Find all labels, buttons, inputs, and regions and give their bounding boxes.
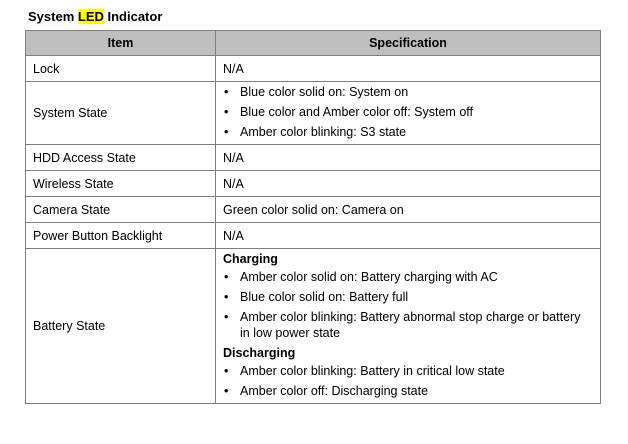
item-system-state: System State <box>26 82 216 145</box>
item-lock: Lock <box>26 56 216 82</box>
header-specification: Specification <box>216 31 601 56</box>
table-row <box>26 145 601 171</box>
list-item: • Amber color blinking: Battery abnormal stop charge or battery in low power state <box>223 309 593 341</box>
list-item: • Blue color and Amber color off: System off <box>223 104 593 120</box>
list-item: • Amber color off: Discharging state <box>223 383 593 399</box>
charging-heading: Charging <box>223 252 278 266</box>
list-item: • Blue color solid on: Battery full <box>223 289 593 305</box>
table-row <box>26 171 601 197</box>
item-hdd: HDD Access State <box>26 145 216 171</box>
header-item: Item <box>26 31 216 56</box>
list-item: • Blue color solid on: System on <box>223 84 593 100</box>
item-wireless: Wireless State <box>26 171 216 197</box>
list-item: • Amber color blinking: Battery in critical low state <box>223 363 593 379</box>
discharging-heading: Discharging <box>223 346 296 360</box>
spec-lock: N/A <box>216 56 601 82</box>
table-row <box>26 197 601 223</box>
spec-system-state <box>216 82 601 145</box>
table-row <box>26 82 601 145</box>
item-power-button: Power Button Backlight <box>26 223 216 249</box>
table-header-row <box>26 31 601 56</box>
title-prefix: System <box>28 9 78 24</box>
title-suffix: Indicator <box>103 9 163 24</box>
table-row <box>26 223 601 249</box>
table-row <box>26 249 601 404</box>
spec-power-button: N/A <box>216 223 601 249</box>
title-highlight: LED <box>77 9 104 24</box>
item-camera: Camera State <box>26 197 216 223</box>
list-item: • Amber color solid on: Battery charging with AC <box>223 269 593 285</box>
spec-battery <box>216 249 601 404</box>
spec-wireless: N/A <box>216 171 601 197</box>
item-battery: Battery State <box>26 249 216 404</box>
list-item: • Amber color blinking: S3 state <box>223 124 593 140</box>
spec-camera: Green color solid on: Camera on <box>216 197 601 223</box>
spec-hdd: N/A <box>216 145 601 171</box>
led-indicator-table <box>25 30 601 404</box>
table-row <box>26 56 601 82</box>
page-title <box>28 8 162 26</box>
